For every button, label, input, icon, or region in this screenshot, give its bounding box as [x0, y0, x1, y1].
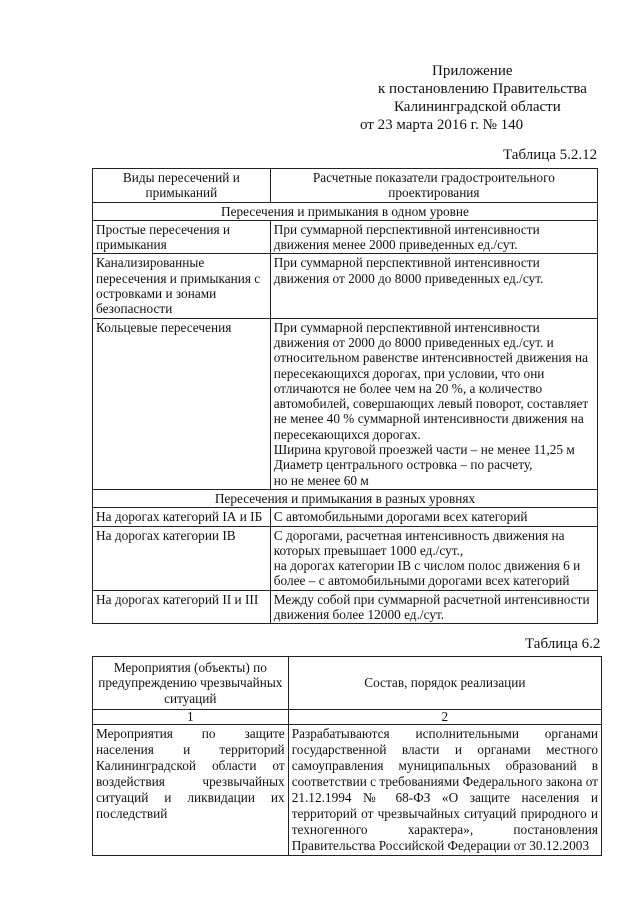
section-title-diff-level: Пересечения и примыкания в разных уровнях	[93, 489, 598, 507]
table-row	[93, 254, 598, 318]
design-indicator	[270, 318, 597, 489]
table2-caption: Таблица 6.2	[525, 636, 601, 652]
design-indicator: С автомобильными дорогами всех категорий	[270, 508, 597, 526]
header-decree: к постановлению Правительства	[378, 81, 587, 97]
design-indicator	[270, 526, 597, 590]
col2-number: 2	[288, 709, 601, 724]
ib-paragraph-1: С дорогами, расчетная интенсивность движения на которых превышает 1000 ед./сут.,	[273, 527, 565, 558]
ring-diameter: Диаметр центрального островка – по расчету,	[273, 457, 533, 473]
intersections-table	[92, 168, 598, 624]
intersection-type: Кольцевые пересечения	[93, 318, 271, 489]
table-row	[93, 220, 598, 254]
table-header-row	[93, 657, 602, 710]
design-indicator: При суммарной перспективной интенсивности движения от 2000 до 8000 приведенных ед./сут.	[270, 254, 597, 318]
col1-header: Мероприятия (объекты) по предупреждению чрезвычайных ситуаций	[93, 657, 289, 710]
design-indicator: При суммарной перспективной интенсивности движения менее 2000 приведенных ед./сут.	[270, 220, 597, 254]
intersection-type: На дорогах категорий II и III	[93, 590, 271, 624]
col1-header: Виды пересечений и примыканий	[93, 169, 271, 203]
column-number-row	[93, 709, 602, 724]
table-row	[93, 318, 598, 489]
table-row	[93, 724, 602, 855]
section-row	[93, 489, 598, 507]
ib-paragraph-2: на дорогах категории IВ с числом полос движения 6 и более – с автомобильными дорогами всех категорий	[273, 558, 581, 589]
emergency-measures-table	[92, 656, 602, 856]
header-appendix: Приложение	[432, 63, 513, 79]
section-title-same-level: Пересечения и примыкания в одном уровне	[93, 202, 598, 220]
table-row	[93, 526, 598, 590]
intersection-type: Простые пересечения и примыкания	[93, 220, 271, 254]
intersection-type: Канализированные пересечения и примыкания с островками и зонами безопасности	[93, 254, 271, 318]
ring-diameter-min: но не менее 60 м	[273, 472, 369, 488]
col1-number: 1	[93, 709, 289, 724]
header-date: от 23 марта 2016 г. № 140	[360, 117, 524, 133]
measure-cell: Мероприятия по защите населения и территорий Калининградской области от воздействия чрезвычайных ситуаций и ликвидации их последствий	[93, 724, 289, 855]
design-indicator: Между собой при суммарной расчетной интенсивности движения более 12000 ед./сут.	[270, 590, 597, 624]
intersection-type: На дорогах категорий IА и IБ	[93, 508, 271, 526]
ring-paragraph: При суммарной перспективной интенсивности движения от 2000 до 8000 приведенных ед./сут. и относительном равенстве интенсивностей движения на пересекающихся дорогах, при условии, что они отличаются не более чем на 20 %, а количество автомобилей, совершающих левый поворот, составляет не менее 40 % суммарной интенсивности движения на пересекающихся дорогах.	[273, 319, 589, 442]
header-region: Калининградской области	[394, 99, 561, 115]
content-cell: Разрабатываются исполнительными органами государственной власти и органами местного самоуправления муниципальных образований в соответствии с требованиями Федерального закона от 21.12.1994 № 68-ФЗ «О защите населения и территорий от чрезвычайных ситуаций природного и техногенного характера», постановления Правительства Российской Федерации от 30.12.2003	[288, 724, 601, 855]
intersection-type: На дорогах категории IВ	[93, 526, 271, 590]
col2-header: Состав, порядок реализации	[288, 657, 601, 710]
col2-header: Расчетные показатели градостроительного проектирования	[270, 169, 597, 203]
document-header	[340, 62, 620, 134]
section-row	[93, 202, 598, 220]
ring-width: Ширина круговой проезжей части – не менее 11,25 м	[273, 442, 575, 458]
table-row	[93, 508, 598, 526]
table-header-row	[93, 169, 598, 203]
table1-caption: Таблица 5.2.12	[503, 147, 598, 163]
table-row	[93, 590, 598, 624]
